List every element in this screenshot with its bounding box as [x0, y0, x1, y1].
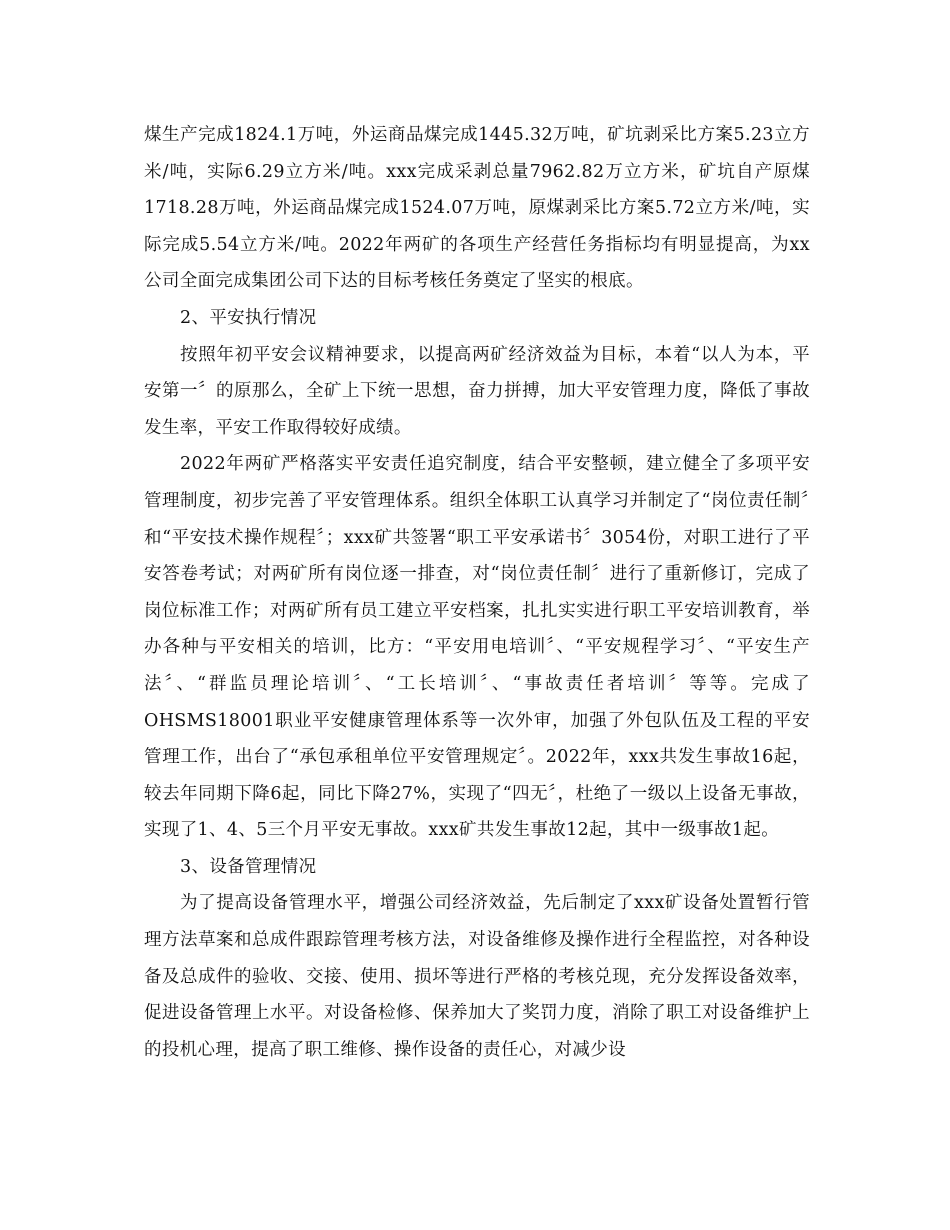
paragraph-safety-intro: 按照年初平安会议精神要求，以提高两矿经济效益为目标，本着“以人为本，平安第一〞的原那么，全矿上下统一思想，奋力拼搏，加大平安管理力度，降低了事故发生率，平安工作取得较好成绩。 — [144, 344, 810, 438]
section-heading-safety: 2、平安执行情况 — [180, 307, 317, 328]
paragraph-equipment-management: 为了提高设备管理水平，增强公司经济效益，先后制定了xxx矿设备处置暂行管理方法草案和总成件跟踪管理考核方法，对设备维修及操作进行全程监控，对各种设备及总成件的验收、交接、使用、损坏等进行严格的考核兑现，充分发挥设备效率，促进设备管理上水平。对设备检修、保养加大了奖罚力度，消除了职工对设备维护上的投机心理，提高了职工维修、操作设备的责任心，对减少设 — [144, 893, 810, 1060]
document-body — [144, 117, 810, 1068]
section-heading-equipment: 3、设备管理情况 — [180, 856, 317, 877]
paragraph-production-summary: 煤生产完成1824.1万吨，外运商品煤完成1445.32万吨，矿坑剥采比方案5.23立方米/吨，实际6.29立方米/吨。xxx完成采剥总量7962.82万立方米，矿坑自产原煤1718.28万吨，外运商品煤完成1524.07万吨，原煤剥采比方案5.72立方米/吨，实际完成5.54立方米/吨。2022年两矿的各项生产经营任务指标均有明显提高，为xx公司全面完成集团公司下达的目标考核任务奠定了坚实的根底。 — [144, 125, 810, 292]
paragraph-safety-details: 2022年两矿严格落实平安责任追究制度，结合平安整顿，建立健全了多项平安管理制度，初步完善了平安管理体系。组织全体职工认真学习并制定了“岗位责任制〞和“平安技术操作规程〞；xxx矿共签署“职工平安承诺书〞3054份，对职工进行了平安答卷考试；对两矿所有岗位逐一排查，对“岗位责任制〞进行了重新修订，完成了岗位标准工作；对两矿所有员工建立平安档案，扎扎实实进行职工平安培训教育，举办各种与平安相关的培训，比方：“平安用电培训〞、“平安规程学习〞、“平安生产法〞、“群监员理论培训〞、“工长培训〞、“事故责任者培训〞等等。完成了OHSMS18001职业平安健康管理体系等一次外审，加强了外包队伍及工程的平安管理工作，出台了“承包承租单位平安管理规定〞。2022年，xxx共发生事故16起，较去年同期下降6起，同比下降27%，实现了“四无〞，杜绝了一级以上设备无事故，实现了1、4、5三个月平安无事故。xxx矿共发生事故12起，其中一级事故1起。 — [144, 454, 810, 841]
